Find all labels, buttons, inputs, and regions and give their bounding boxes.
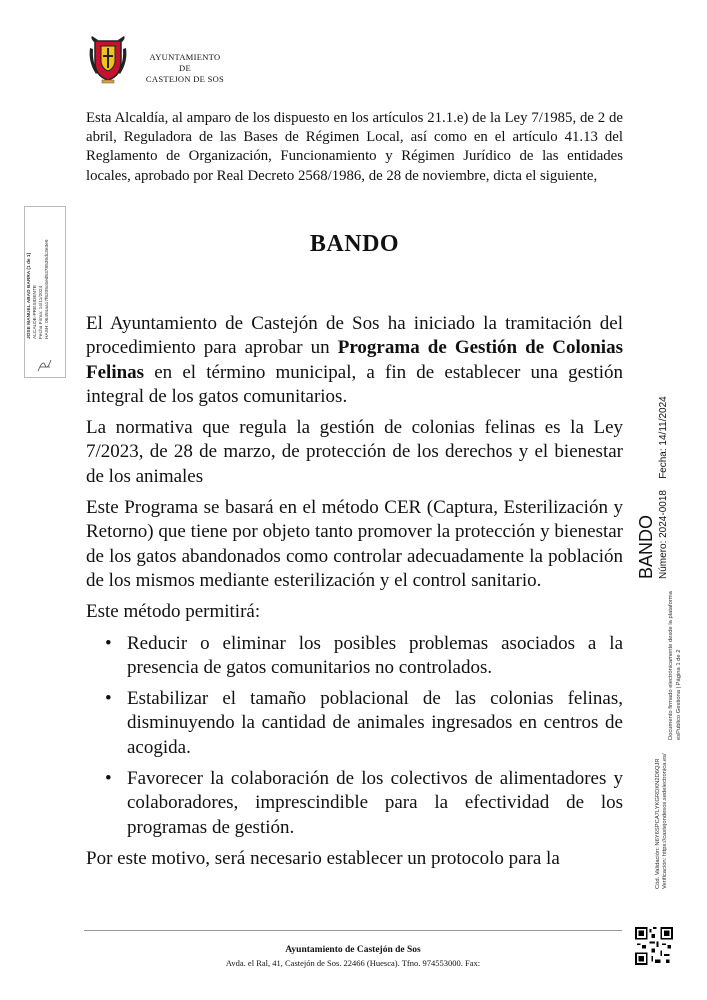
validation-info xyxy=(655,659,687,889)
paragraph-cer-method: Este Programa se basará en el método CER (Captura, Esterilización y Retorno) que tiene por objeto tanto promover la protección y bienestar de los gatos abandonados como controlar adecuadamente la población de los mismos mediante esterilización y el control sanitario. xyxy=(86,497,623,591)
intro-paragraph: Esta Alcaldía, al amparo de los dispuesto en los artículos 21.1.e) de la Ley 7/1985, de 2 de abril, Reguladora de las Bases de Régimen Local, así como en el artículo 41.13 del Reglamento de Organización, Funcionamiento y Régimen Jurídico de las entidades locales, aprobado por Real Decreto 2568/1986, de 28 de noviembre, dicta el siguiente, xyxy=(86,110,623,184)
footer-institution: Ayuntamiento de Castejón de Sos xyxy=(285,945,421,955)
bullet-icon: • xyxy=(105,688,112,710)
footer-divider xyxy=(84,930,622,931)
list-item xyxy=(86,687,623,760)
registry-meta xyxy=(657,379,671,579)
validation-code: Cód. Validación: N6Y6SPCA7LYKGRDKN2D6QJR xyxy=(655,758,661,889)
registry-doc-type: BANDO xyxy=(636,514,656,579)
list-item-text: Reducir o eliminar los posibles problemas asociados a la presencia de gatos comunitarios no controlados. xyxy=(127,632,623,678)
signature-scribble-icon xyxy=(35,355,55,375)
bullet-icon: • xyxy=(105,632,112,654)
list-item-text: Favorecer la colaboración de los colectivos de alimentadores y colaboradores, imprescindible para la efectividad de los programas de gestión. xyxy=(127,768,623,838)
brand-line-3: CASTEJON DE SOS xyxy=(145,74,225,84)
signature-stamp-text xyxy=(27,211,63,339)
signature-hash: HASH: 06494aa17f6205c6ed5378539dc3e3e9 xyxy=(45,239,50,339)
municipality-brand xyxy=(138,52,232,85)
program-name: Programa de Gestión de Colonias Felinas xyxy=(86,337,623,383)
list-item-text: Estabilizar el tamaño poblacional de las colonias felinas, disminuyendo la cantidad de animales ingresados en centros de acogida. xyxy=(127,688,623,758)
benefits-list xyxy=(86,632,623,840)
registry-date: Fecha: 14/11/2024 xyxy=(658,396,669,479)
footer-address: Avda. el Ral, 41, Castejón de Sos. 22466 (Huesca). Tfno. 974553000. Fax: xyxy=(225,958,481,968)
paragraph-initiation xyxy=(86,312,623,409)
paragraph-method-intro: Este método permitirá: xyxy=(86,601,261,623)
document-registry-stamp xyxy=(635,379,693,579)
signature-stamp xyxy=(24,206,66,378)
registry-number: Número: 2024-0018 xyxy=(658,490,669,579)
document-title: BANDO xyxy=(309,231,400,257)
coat-of-arms-logo xyxy=(88,36,128,84)
paragraph-closing: Por este motivo, será necesario establecer un protocolo para la xyxy=(86,847,560,869)
paragraph-initiation-a: El Ayuntamiento de Castejón de Sos ha iniciado la tramitación del procedimiento para aprobar un xyxy=(86,313,623,359)
list-item xyxy=(86,632,623,681)
platform-document-note: Documento firmado electrónicamente desde la plataforma esPublico Gestiona | Página 1 de 2 xyxy=(668,591,682,740)
paragraph-initiation-b: en el término municipal, a fin de establecer una gestión integral de los gatos comunitarios. xyxy=(86,361,623,407)
bullet-icon: • xyxy=(105,768,112,790)
verification-url: Verificación: https://castejondesos.sedelectronica.es/ xyxy=(661,753,668,889)
list-item xyxy=(86,767,623,840)
signer-role: ALCALDE-PRESIDENTE xyxy=(33,284,38,339)
brand-line-2: DE xyxy=(179,63,191,73)
paragraph-regulation: La normativa que regula la gestión de colonias felinas es la Ley 7/2023, de 28 de marzo, de protección de los derechos y el bienestar de los animales xyxy=(86,417,623,487)
brand-line-1: AYUNTAMIENTO xyxy=(149,52,221,62)
document-body xyxy=(86,312,623,878)
signer-name: JOSE MANUEL ABAD BARRA (1 de 1) xyxy=(27,252,32,339)
qr-code-icon[interactable] xyxy=(635,927,673,965)
signature-date: Fecha Firma: 14/11/2024 xyxy=(39,285,44,339)
